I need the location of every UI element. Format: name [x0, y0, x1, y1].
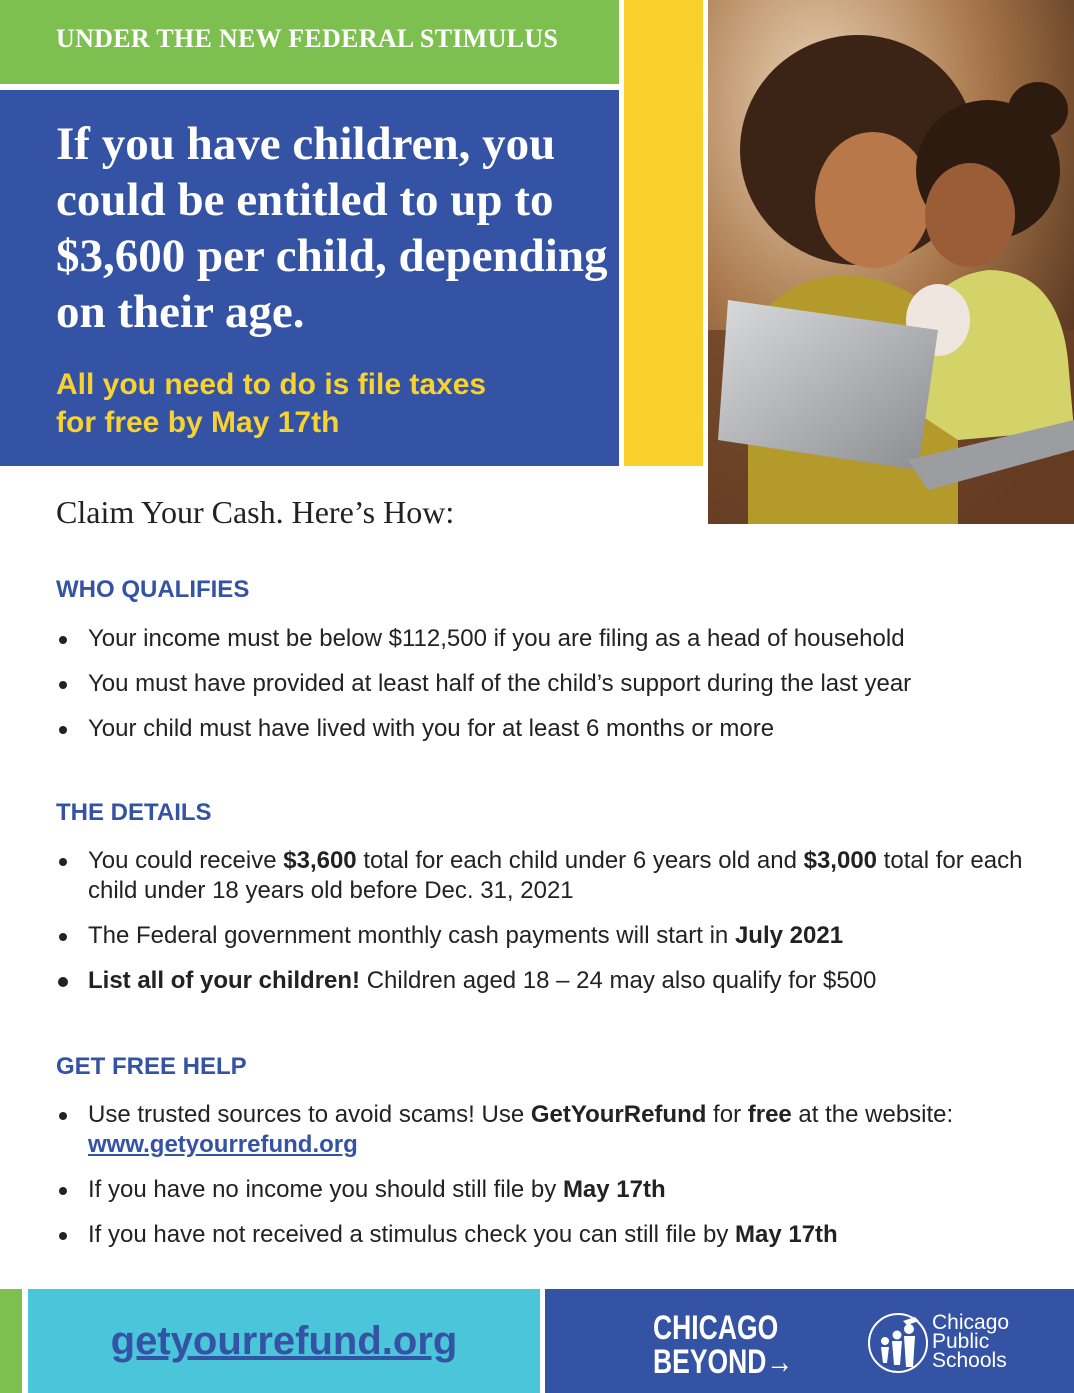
list-item [56, 1220, 1036, 1250]
cps-logo-text [932, 1313, 1009, 1370]
hero-photo-illustration [708, 0, 1074, 524]
cps-emblem-icon [863, 1305, 933, 1375]
emphasis: free [747, 1101, 792, 1128]
amount-under-18: $3,000 [803, 847, 878, 874]
list-item [56, 1100, 1036, 1160]
help-title: GET FREE HELP [56, 1053, 247, 1080]
details-title: THE DETAILS [56, 799, 212, 826]
list-item: You must have provided at least half of the child’s support during the last year [56, 669, 1036, 699]
who-qualifies-list [56, 624, 1036, 759]
section-subtitle: Claim Your Cash. Here’s How: [56, 494, 455, 530]
who-qualifies-title: WHO QUALIFIES [56, 576, 250, 603]
hero-photo [708, 0, 1074, 524]
cta-text [56, 366, 596, 442]
header-kicker-banner [0, 0, 619, 84]
amount-under-6: $3,600 [283, 847, 357, 874]
list-item [56, 846, 1036, 906]
text: The Federal government monthly cash payments will start in [88, 922, 735, 949]
text: at the website: [791, 1101, 954, 1128]
emphasis: List all of your children! [88, 967, 361, 994]
details-list [56, 846, 1036, 1011]
list-item [56, 1175, 1036, 1205]
logo-line: Schools [932, 1349, 1007, 1372]
footer-green-accent [0, 1289, 22, 1393]
deadline: May 17th [562, 1176, 666, 1203]
text: If you have no income you should still file by [88, 1176, 563, 1203]
text: Children aged 18 – 24 may also qualify for $500 [360, 967, 877, 994]
cta-line-1: All you need to do is file taxes [56, 368, 487, 401]
cta-line-2: for free by May 17th [56, 406, 340, 439]
list-item: Your child must have lived with you for at least 6 months or more [56, 714, 1036, 744]
logo-line: CHICAGO [653, 1309, 779, 1347]
logo-line: Chicago [932, 1311, 1010, 1334]
list-item [56, 921, 1036, 951]
list-item [56, 966, 1036, 996]
brand-name: GetYourRefund [530, 1101, 707, 1128]
text: Use trusted sources to avoid scams! Use [88, 1101, 531, 1128]
yellow-accent-bar [624, 0, 703, 466]
headline-panel [0, 90, 619, 466]
start-date: July 2021 [734, 922, 844, 949]
footer-website-link[interactable]: getyourrefund.org [110, 1319, 458, 1363]
logo-line: Public [932, 1330, 990, 1353]
text: If you have not received a stimulus check you can still file by [88, 1221, 735, 1248]
logo-line [653, 1345, 793, 1379]
footer-website-panel [28, 1289, 540, 1393]
text: You could receive [88, 847, 284, 874]
help-list [56, 1100, 1036, 1265]
arrow-right-icon: → [766, 1343, 793, 1381]
footer-logos-panel [545, 1289, 1074, 1393]
list-item: Your income must be below $112,500 if you are filing as a head of household [56, 624, 1036, 654]
chicago-beyond-logo [653, 1311, 793, 1379]
deadline: May 17th [734, 1221, 838, 1248]
text: for [706, 1101, 748, 1128]
text: total for each child under 18 years old before Dec. 31, 2021 [88, 847, 1023, 904]
logo-word: BEYOND [653, 1343, 767, 1381]
website-link[interactable]: www.getyourrefund.org [88, 1131, 358, 1158]
headline: If you have children, you could be entitled to up to $3,600 per child, depending on their age. [56, 118, 608, 338]
header-kicker: UNDER THE NEW FEDERAL STIMULUS [56, 24, 559, 53]
text: total for each child under 6 years old and [356, 847, 804, 874]
